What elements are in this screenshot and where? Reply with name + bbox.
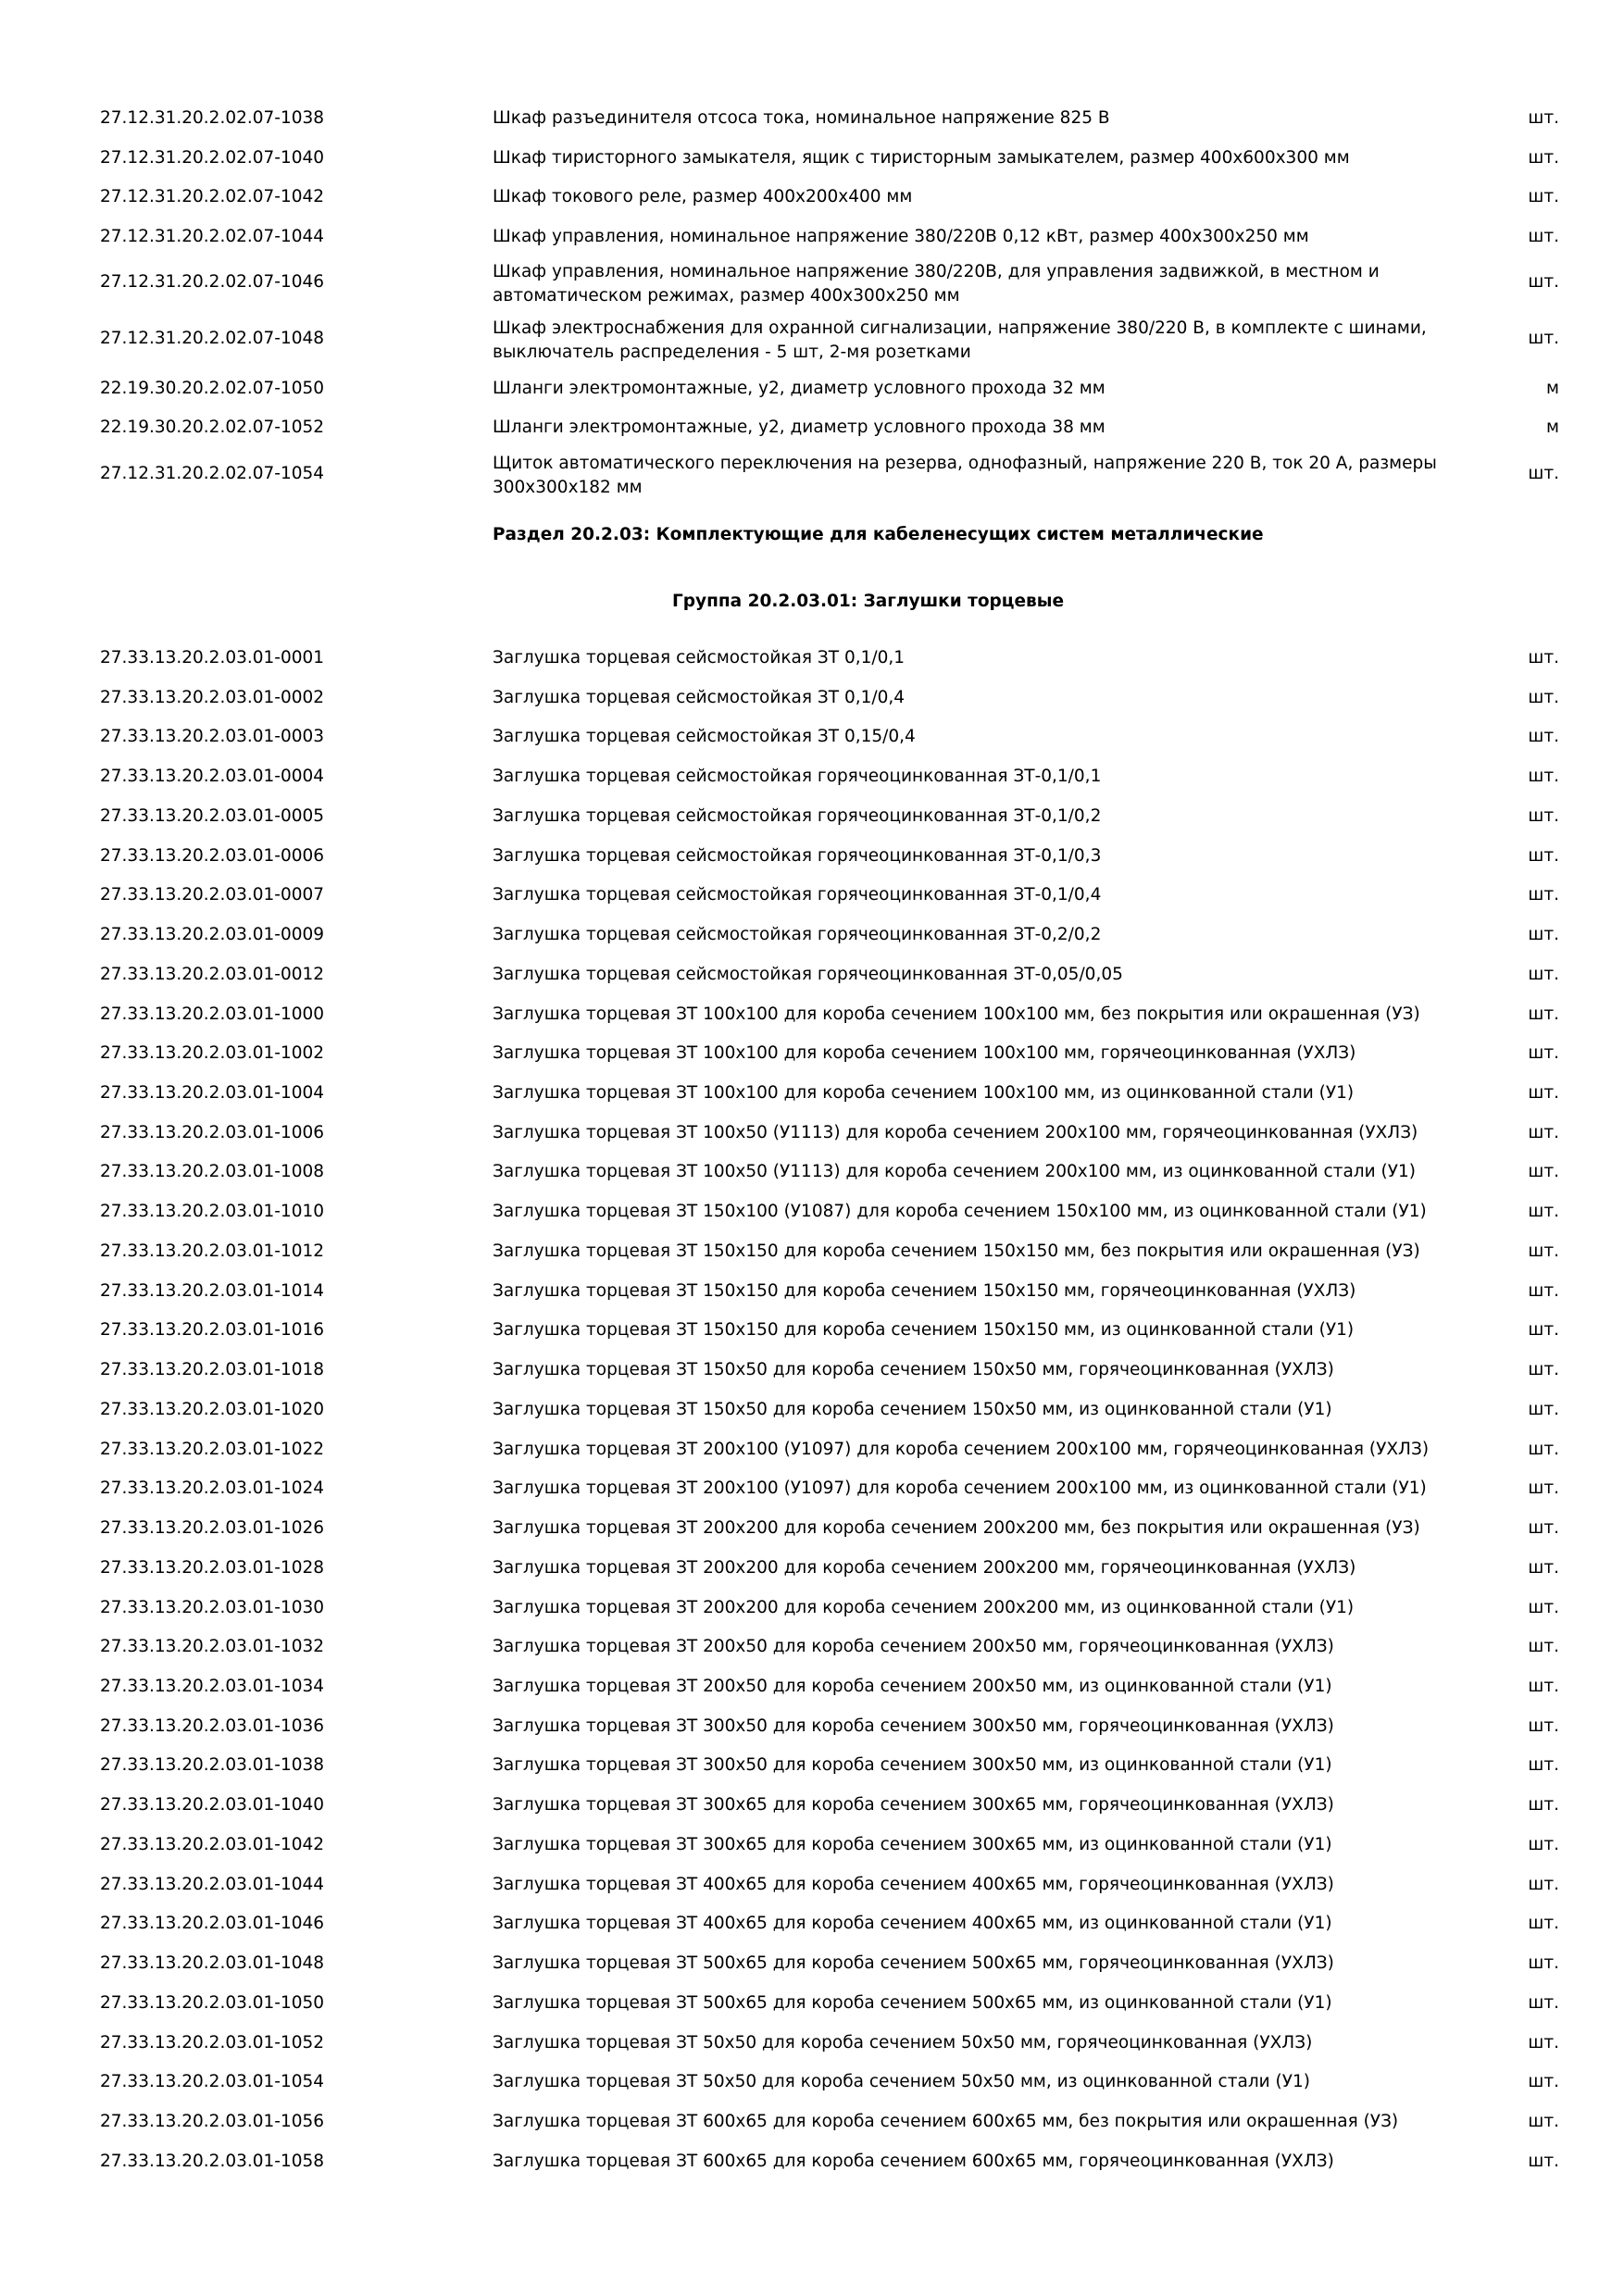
item-code: 27.33.13.20.2.03.01-1050 <box>100 1992 325 2013</box>
item-description: Заглушка торцевая ЗТ 300х65 для короба сечением 300х65 мм, из оцинкованной стали (У1) <box>493 1834 1332 1854</box>
item-description: Заглушка торцевая ЗТ 150х50 для короба сечением 150х50 мм, из оцинкованной стали (У1) <box>493 1399 1332 1419</box>
item-code: 27.33.13.20.2.03.01-1052 <box>100 2032 325 2053</box>
item-description: Шкаф управления, номинальное напряжение 380/220В, для управления задвижкой, в местном и автоматическом режимах, размер 400х300х250 мм <box>493 262 1380 306</box>
item-unit: шт. <box>1528 1795 1559 1816</box>
item-code: 27.33.13.20.2.03.01-1018 <box>100 1360 325 1380</box>
item-description: Заглушка торцевая ЗТ 100х100 для короба сечением 100х100 мм, без покрытия или окрашенная (УЗ) <box>493 1004 1420 1024</box>
item-code: 27.33.13.20.2.03.01-1014 <box>100 1280 325 1301</box>
item-description: Заглушка торцевая ЗТ 200х100 (У1097) для короба сечением 200х100 мм, горячеоцинкованная (УХЛЗ) <box>493 1439 1430 1459</box>
item-description: Шкаф тиристорного замыкателя, ящик с тиристорным замыкателем, размер 400х600х300 мм <box>493 148 1350 168</box>
item-unit: шт. <box>1528 1716 1559 1736</box>
item-code: 22.19.30.20.2.02.07-1052 <box>100 418 325 437</box>
item-code: 27.33.13.20.2.03.01-0003 <box>100 727 325 747</box>
item-code: 27.33.13.20.2.03.01-0001 <box>100 648 325 668</box>
item-description: Заглушка торцевая ЗТ 300х50 для короба сечением 300х50 мм, из оцинкованной стали (У1) <box>493 1755 1332 1776</box>
item-description: Заглушка торцевая ЗТ 150х150 для короба сечением 150х150 мм, из оцинкованной стали (У1) <box>493 1320 1355 1341</box>
item-description: Заглушка торцевая ЗТ 100х100 для короба сечением 100х100 мм, горячеоцинкованная (УХЛЗ) <box>493 1043 1356 1064</box>
item-code: 27.33.13.20.2.03.01-1046 <box>100 1914 325 1934</box>
item-code: 22.19.30.20.2.02.07-1050 <box>100 379 325 398</box>
item-code: 27.33.13.20.2.03.01-0005 <box>100 805 325 826</box>
item-unit: шт. <box>1528 1280 1559 1301</box>
item-code: 27.33.13.20.2.03.01-1022 <box>100 1439 325 1459</box>
item-description: Заглушка торцевая ЗТ 600х65 для короба сечением 600х65 мм, без покрытия или окрашенная (УЗ) <box>493 2112 1399 2131</box>
item-unit: шт. <box>1528 805 1559 826</box>
item-unit: шт. <box>1528 1557 1559 1578</box>
item-description: Заглушка торцевая ЗТ 500х65 для короба сечением 500х65 мм, из оцинкованной стали (У1) <box>493 1992 1332 2013</box>
item-code: 27.33.13.20.2.03.01-1026 <box>100 1518 325 1539</box>
item-code: 27.33.13.20.2.03.01-1032 <box>100 1637 325 1657</box>
item-code: 27.33.13.20.2.03.01-0009 <box>100 925 325 945</box>
item-code: 27.12.31.20.2.02.07-1046 <box>100 272 325 292</box>
item-unit: шт. <box>1528 329 1559 348</box>
item-code: 27.33.13.20.2.03.01-1006 <box>100 1122 325 1142</box>
item-unit: шт. <box>1528 964 1559 984</box>
item-unit: шт. <box>1528 108 1559 128</box>
item-description: Заглушка торцевая ЗТ 400х65 для короба сечением 400х65 мм, из оцинкованной стали (У1) <box>493 1914 1332 1934</box>
item-code: 27.33.13.20.2.03.01-1058 <box>100 2151 325 2171</box>
item-unit: шт. <box>1528 1755 1559 1776</box>
item-unit: шт. <box>1528 1399 1559 1419</box>
item-code: 27.12.31.20.2.02.07-1048 <box>100 329 325 348</box>
item-code: 27.33.13.20.2.03.01-1056 <box>100 2112 325 2131</box>
item-code: 27.12.31.20.2.02.07-1054 <box>100 464 325 483</box>
item-description: Заглушка торцевая сейсмостойкая ЗТ 0,1/0,1 <box>493 648 906 668</box>
item-unit: шт. <box>1528 727 1559 747</box>
item-code: 27.33.13.20.2.03.01-1036 <box>100 1716 325 1736</box>
item-unit: шт. <box>1528 1597 1559 1617</box>
section-heading-text: Раздел 20.2.03: Комплектующие для кабеленесущих систем металлические <box>493 525 1264 544</box>
item-unit: м <box>1546 418 1559 437</box>
item-unit: шт. <box>1528 1518 1559 1539</box>
item-description: Заглушка торцевая сейсмостойкая ЗТ 0,1/0,4 <box>493 687 906 707</box>
item-description: Заглушка торцевая ЗТ 300х65 для короба сечением 300х65 мм, горячеоцинкованная (УХЛЗ) <box>493 1795 1334 1816</box>
item-description: Шкаф токового реле, размер 400х200х400 мм <box>493 187 913 206</box>
item-unit: шт. <box>1528 1914 1559 1934</box>
item-description: Заглушка торцевая ЗТ 500х65 для короба сечением 500х65 мм, горячеоцинкованная (УХЛЗ) <box>493 1953 1334 1974</box>
item-code: 27.12.31.20.2.02.07-1044 <box>100 227 325 246</box>
item-description: Заглушка торцевая ЗТ 150х150 для короба сечением 150х150 мм, без покрытия или окрашенная (УЗ) <box>493 1241 1420 1261</box>
item-unit: шт. <box>1528 1992 1559 2013</box>
item-code: 27.33.13.20.2.03.01-1040 <box>100 1795 325 1816</box>
item-description: Заглушка торцевая сейсмостойкая горячеоцинкованная ЗТ-0,1/0,3 <box>493 845 1102 866</box>
item-description: Заглушка торцевая ЗТ 100х50 (У1113) для короба сечением 200х100 мм, из оцинкованной стали (У1) <box>493 1162 1417 1182</box>
item-unit: шт. <box>1528 1360 1559 1380</box>
item-unit: шт. <box>1528 1439 1559 1459</box>
item-description: Заглушка торцевая ЗТ 200х200 для короба сечением 200х200 мм, горячеоцинкованная (УХЛЗ) <box>493 1557 1356 1578</box>
item-description: Заглушка торцевая ЗТ 50х50 для короба сечением 50х50 мм, горячеоцинкованная (УХЛЗ) <box>493 2032 1313 2053</box>
item-description: Заглушка торцевая ЗТ 300х50 для короба сечением 300х50 мм, горячеоцинкованная (УХЛЗ) <box>493 1716 1334 1736</box>
item-code: 27.33.13.20.2.03.01-1028 <box>100 1557 325 1578</box>
item-code: 27.33.13.20.2.03.01-1008 <box>100 1162 325 1182</box>
item-unit: шт. <box>1528 464 1559 483</box>
item-code: 27.33.13.20.2.03.01-1004 <box>100 1083 325 1104</box>
item-unit: шт. <box>1528 1834 1559 1854</box>
item-unit: шт. <box>1528 648 1559 668</box>
item-unit: шт. <box>1528 1122 1559 1142</box>
item-unit: шт. <box>1528 1162 1559 1182</box>
item-code: 27.33.13.20.2.03.01-1012 <box>100 1241 325 1261</box>
item-unit: шт. <box>1528 1874 1559 1894</box>
item-unit: шт. <box>1528 925 1559 945</box>
item-description: Шланги электромонтажные, у2, диаметр условного прохода 32 мм <box>493 379 1106 398</box>
item-unit: шт. <box>1528 227 1559 246</box>
item-unit: шт. <box>1528 1953 1559 1974</box>
item-unit: шт. <box>1528 767 1559 787</box>
item-code: 27.33.13.20.2.03.01-1010 <box>100 1202 325 1222</box>
item-code: 27.33.13.20.2.03.01-1024 <box>100 1479 325 1499</box>
item-description: Заглушка торцевая ЗТ 200х50 для короба сечением 200х50 мм, из оцинкованной стали (У1) <box>493 1676 1332 1696</box>
item-code: 27.12.31.20.2.02.07-1042 <box>100 187 325 206</box>
item-code: 27.33.13.20.2.03.01-1044 <box>100 1874 325 1894</box>
item-description: Заглушка торцевая ЗТ 150х100 (У1087) для короба сечением 150х100 мм, из оцинкованной стали (У1) <box>493 1202 1427 1222</box>
item-code: 27.33.13.20.2.03.01-1034 <box>100 1676 325 1696</box>
item-unit: шт. <box>1528 2032 1559 2053</box>
item-unit: шт. <box>1528 845 1559 866</box>
item-description: Заглушка торцевая сейсмостойкая горячеоцинкованная ЗТ-0,2/0,2 <box>493 925 1102 945</box>
item-code: 27.33.13.20.2.03.01-1048 <box>100 1953 325 1974</box>
item-code: 27.33.13.20.2.03.01-1000 <box>100 1004 325 1024</box>
item-description: Заглушка торцевая ЗТ 200х100 (У1097) для короба сечением 200х100 мм, из оцинкованной стали (У1) <box>493 1479 1427 1499</box>
item-description: Заглушка торцевая сейсмостойкая горячеоцинкованная ЗТ-0,1/0,2 <box>493 805 1102 826</box>
item-description: Заглушка торцевая ЗТ 200х50 для короба сечением 200х50 мм, горячеоцинкованная (УХЛЗ) <box>493 1637 1334 1657</box>
item-unit: шт. <box>1528 1004 1559 1024</box>
item-unit: м <box>1546 379 1559 398</box>
item-unit: шт. <box>1528 1676 1559 1696</box>
item-description: Заглушка торцевая сейсмостойкая горячеоцинкованная ЗТ-0,1/0,1 <box>493 767 1102 787</box>
item-description: Заглушка торцевая ЗТ 150х50 для короба сечением 150х50 мм, горячеоцинкованная (УХЛЗ) <box>493 1360 1334 1380</box>
item-code: 27.33.13.20.2.03.01-0002 <box>100 687 325 707</box>
item-code: 27.33.13.20.2.03.01-0012 <box>100 964 325 984</box>
item-code: 27.12.31.20.2.02.07-1040 <box>100 148 325 168</box>
item-description: Заглушка торцевая ЗТ 200х200 для короба сечением 200х200 мм, из оцинкованной стали (У1) <box>493 1597 1355 1617</box>
item-description: Заглушка торцевая ЗТ 200х200 для короба сечением 200х200 мм, без покрытия или окрашенная (УЗ) <box>493 1518 1420 1539</box>
item-unit: шт. <box>1528 1637 1559 1657</box>
item-code: 27.33.13.20.2.03.01-1054 <box>100 2072 325 2092</box>
item-unit: шт. <box>1528 1241 1559 1261</box>
item-code: 27.33.13.20.2.03.01-1038 <box>100 1755 325 1776</box>
item-unit: шт. <box>1528 148 1559 168</box>
group-heading-text: Группа 20.2.03.01: Заглушки торцевые <box>672 592 1065 611</box>
item-description: Заглушка торцевая ЗТ 600х65 для короба сечением 600х65 мм, горячеоцинкованная (УХЛЗ) <box>493 2151 1334 2171</box>
item-unit: шт. <box>1528 272 1559 292</box>
item-description: Заглушка торцевая сейсмостойкая горячеоцинкованная ЗТ-0,1/0,4 <box>493 885 1102 905</box>
item-unit: шт. <box>1528 2112 1559 2131</box>
item-description: Шкаф управления, номинальное напряжение 380/220В 0,12 кВт, размер 400х300х250 мм <box>493 227 1309 246</box>
item-code: 27.33.13.20.2.03.01-1020 <box>100 1399 325 1419</box>
item-description: Заглушка торцевая сейсмостойкая ЗТ 0,15/0,4 <box>493 727 916 747</box>
item-description: Заглушка торцевая сейсмостойкая горячеоцинкованная ЗТ-0,05/0,05 <box>493 964 1123 984</box>
item-code: 27.33.13.20.2.03.01-1002 <box>100 1043 325 1064</box>
item-code: 27.33.13.20.2.03.01-0007 <box>100 885 325 905</box>
item-unit: шт. <box>1528 885 1559 905</box>
item-code: 27.33.13.20.2.03.01-1016 <box>100 1320 325 1341</box>
item-unit: шт. <box>1528 687 1559 707</box>
item-unit: шт. <box>1528 1083 1559 1104</box>
item-code: 27.33.13.20.2.03.01-0004 <box>100 767 325 787</box>
item-unit: шт. <box>1528 1202 1559 1222</box>
item-unit: шт. <box>1528 1479 1559 1499</box>
item-code: 27.33.13.20.2.03.01-0006 <box>100 845 325 866</box>
item-unit: шт. <box>1528 1043 1559 1064</box>
item-description: Заглушка торцевая ЗТ 100х50 (У1113) для короба сечением 200х100 мм, горячеоцинкованная (УХЛЗ) <box>493 1122 1418 1142</box>
item-description: Щиток автоматического переключения на резерва, однофазный, напряжение 220 В, ток 20 А, размеры 300х300х182 мм <box>493 454 1437 497</box>
item-code: 27.33.13.20.2.03.01-1042 <box>100 1834 325 1854</box>
item-description: Шкаф разъединителя отсоса тока, номинальное напряжение 825 В <box>493 108 1110 128</box>
item-unit: шт. <box>1528 2151 1559 2171</box>
item-description: Заглушка торцевая ЗТ 50х50 для короба сечением 50х50 мм, из оцинкованной стали (У1) <box>493 2072 1311 2092</box>
item-code: 27.12.31.20.2.02.07-1038 <box>100 108 325 128</box>
item-description: Шланги электромонтажные, у2, диаметр условного прохода 38 мм <box>493 418 1106 437</box>
item-description: Заглушка торцевая ЗТ 400х65 для короба сечением 400х65 мм, горячеоцинкованная (УХЛЗ) <box>493 1874 1334 1894</box>
item-description: Заглушка торцевая ЗТ 100х100 для короба сечением 100х100 мм, из оцинкованной стали (У1) <box>493 1083 1355 1104</box>
item-unit: шт. <box>1528 1320 1559 1341</box>
item-unit: шт. <box>1528 2072 1559 2092</box>
item-description: Шкаф электроснабжения для охранной сигнализации, напряжение 380/220 В, в комплекте с шинами, выключатель распределения - 5 шт, 2-мя розетками <box>493 318 1427 362</box>
item-description: Заглушка торцевая ЗТ 150х150 для короба сечением 150х150 мм, горячеоцинкованная (УХЛЗ) <box>493 1280 1356 1301</box>
item-code: 27.33.13.20.2.03.01-1030 <box>100 1597 325 1617</box>
item-unit: шт. <box>1528 187 1559 206</box>
